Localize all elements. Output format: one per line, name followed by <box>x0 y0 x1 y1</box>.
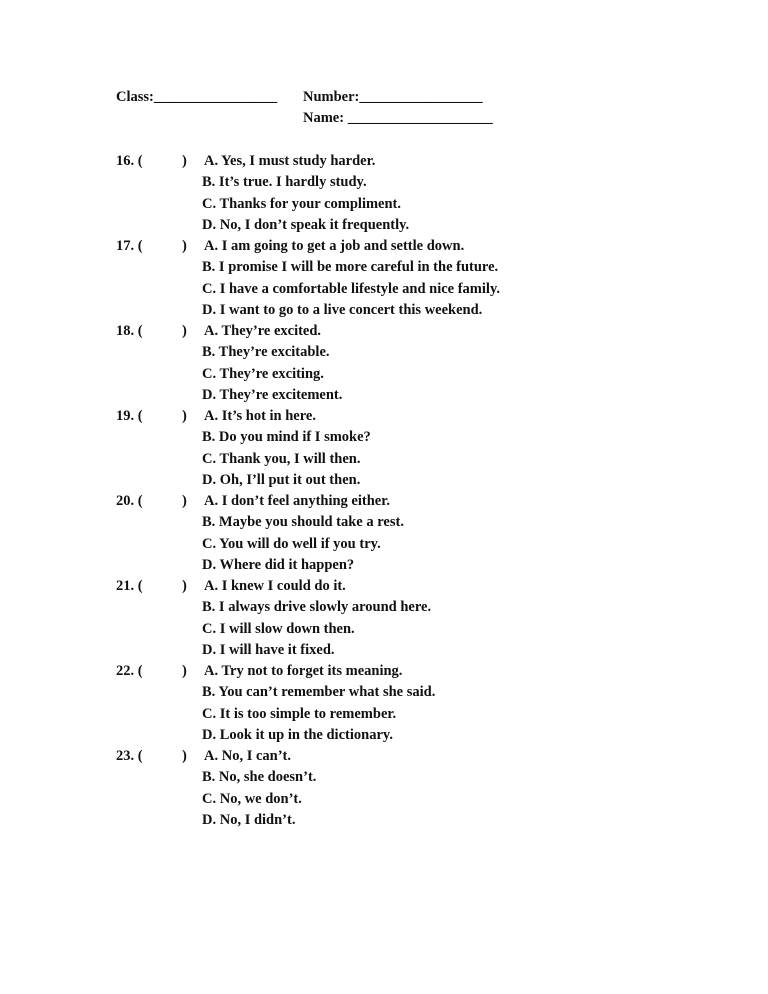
answer-option: C. No, we don’t. <box>202 790 302 807</box>
name-field-label: Name: ____________________ <box>303 110 493 126</box>
question-number: 16. ( <box>116 153 143 169</box>
question-number: 21. ( <box>116 578 143 594</box>
answer-option: C. Thank you, I will then. <box>202 450 361 467</box>
question-number: 20. ( <box>116 493 143 509</box>
question-number: 22. ( <box>116 663 143 679</box>
answer-option: B. I always drive slowly around here. <box>202 599 432 616</box>
answer-blank-close-paren: ) <box>182 578 187 594</box>
answer-option: B. Maybe you should take a rest. <box>202 514 404 531</box>
answer-option: C. I will slow down then. <box>202 620 355 637</box>
answer-option: B. They’re excitable. <box>202 344 330 361</box>
answer-option: C. It is too simple to remember. <box>202 705 397 722</box>
number-field-label: Number:_________________ <box>303 89 483 105</box>
answer-option: A. Yes, I must study harder. <box>204 153 376 169</box>
answer-option: D. No, I don’t speak it frequently. <box>202 216 410 233</box>
answer-option: C. They’re exciting. <box>202 365 324 382</box>
answer-option: D. Where did it happen? <box>202 556 355 573</box>
answer-blank-close-paren: ) <box>182 238 187 254</box>
question-number: 17. ( <box>116 238 143 254</box>
answer-option: C. You will do well if you try. <box>202 535 381 552</box>
answer-blank-close-paren: ) <box>182 408 187 424</box>
class-field-label: Class:_________________ <box>116 89 278 105</box>
answer-option: D. No, I didn’t. <box>202 811 296 828</box>
answer-blank-close-paren: ) <box>182 323 187 339</box>
answer-option: B. I promise I will be more careful in the future. <box>202 259 499 276</box>
answer-option: A. I knew I could do it. <box>204 578 346 594</box>
answer-option: A. They’re excited. <box>204 323 322 339</box>
answer-blank-close-paren: ) <box>182 663 187 679</box>
question-number: 19. ( <box>116 408 143 424</box>
answer-blank-close-paren: ) <box>182 493 187 509</box>
answer-option: A. No, I can’t. <box>204 748 291 764</box>
answer-option: B. No, she doesn’t. <box>202 769 317 786</box>
answer-option: A. I don’t feel anything either. <box>204 493 390 509</box>
answer-option: D. They’re excitement. <box>202 386 343 403</box>
question-number: 18. ( <box>116 323 143 339</box>
answer-option: B. It’s true. I hardly study. <box>202 174 367 191</box>
answer-option: C. Thanks for your compliment. <box>202 195 401 212</box>
answer-option: D. Look it up in the dictionary. <box>202 726 393 743</box>
answer-option: A. It’s hot in here. <box>204 408 316 424</box>
answer-option: D. I will have it fixed. <box>202 641 335 658</box>
answer-option: A. I am going to get a job and settle down. <box>204 238 465 254</box>
question-number: 23. ( <box>116 748 143 764</box>
answer-option: C. I have a comfortable lifestyle and nice family. <box>202 280 501 297</box>
answer-option: B. You can’t remember what she said. <box>202 684 436 701</box>
answer-option: A. Try not to forget its meaning. <box>204 663 403 679</box>
answer-blank-close-paren: ) <box>182 748 187 764</box>
answer-option: B. Do you mind if I smoke? <box>202 429 371 446</box>
answer-blank-close-paren: ) <box>182 153 187 169</box>
answer-option: D. I want to go to a live concert this weekend. <box>202 301 483 318</box>
answer-option: D. Oh, I’ll put it out then. <box>202 471 361 488</box>
